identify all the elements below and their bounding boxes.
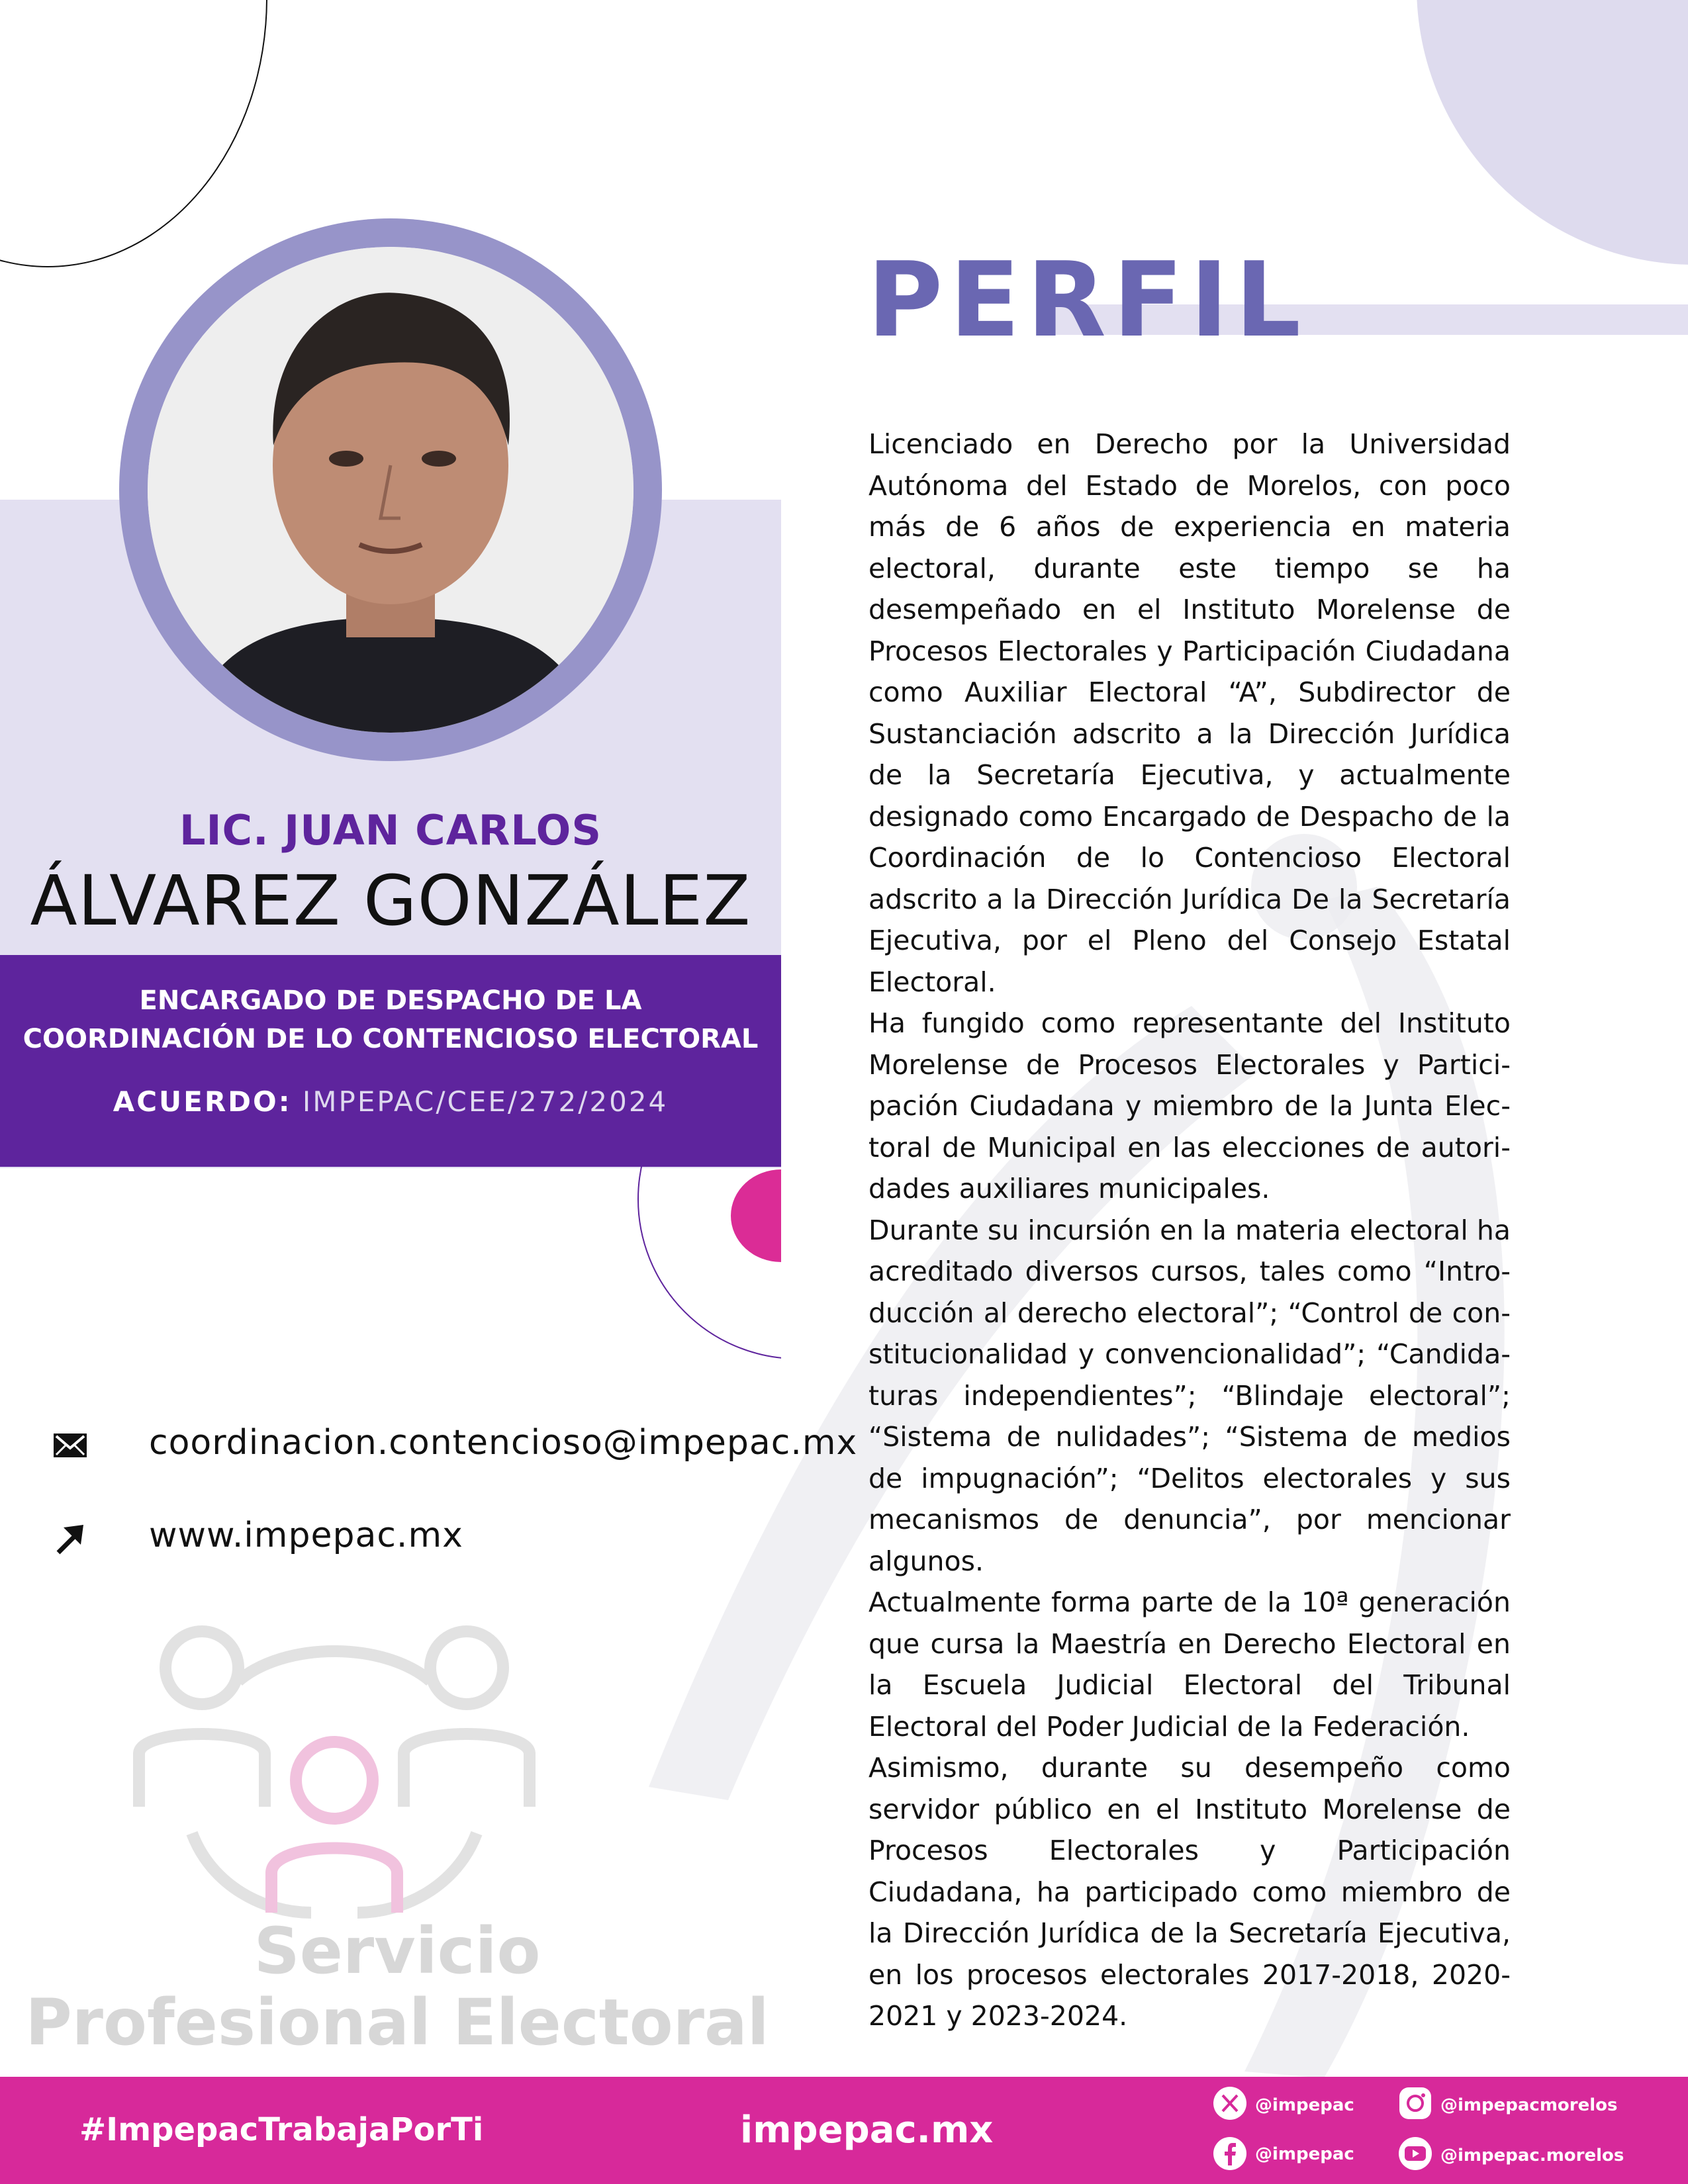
- bio-paragraph: Durante su incursión en la materia electoral ha acreditado diversos cursos, tales como “Introducción al derecho electoral”; “Control de constitucionalidad y convencionalidad”; “Candidaturas independientes”; “Blindaje electoral”; “Sistema de nulidades”; “Sistema de medios de impugnación”; “Delitos electorales y sus mecanismos de denuncia”, por mencionar algunos.: [868, 1214, 1511, 1577]
- bio-paragraph: Ha fungido como representante del Instituto Morelense de Procesos Electorales y Participación Ciudadana y miembro de la Junta Electoral de Municipal en las elecciones de autoridades auxiliares municipales.: [868, 1007, 1511, 1205]
- facebook-icon: [1213, 2136, 1247, 2171]
- facebook-handle[interactable]: @impepac: [1255, 2144, 1354, 2164]
- mail-icon: [52, 1427, 89, 1464]
- arrow-link-icon: [52, 1520, 89, 1557]
- spe-logo-line1: Servicio: [254, 1914, 541, 1988]
- contact-email[interactable]: coordinacion.contencioso@impepac.mx: [149, 1423, 858, 1463]
- bio-paragraph: Actualmente forma parte de la 10ª generación que cursa la Maestría en Derecho Electoral en la Escuela Judicial Electoral del Tribunal Electoral del Poder Judicial de la Federación.: [868, 1586, 1511, 1743]
- footer-site[interactable]: impepac.mx: [740, 2109, 994, 2152]
- person-role: [0, 981, 781, 1058]
- decorative-arc: [0, 0, 267, 267]
- agreement-value: IMPEPAC/CEE/272/2024: [302, 1085, 669, 1118]
- person-last-name: ÁLVAREZ GONZÁLEZ: [30, 860, 751, 941]
- spe-logo-icon: [113, 1608, 556, 1919]
- x-icon: [1213, 2086, 1247, 2120]
- footer-hashtag: #ImpepacTrabajaPorTi: [79, 2111, 484, 2148]
- bio-paragraph: Asimismo, durante su desempeño como servidor público en el Instituto Morelense de Procesos Electorales y Participación Ciudadana, ha participado como miembro de la Dirección Jurídica de la Secretaría Ejecutiva, en los procesos electorales 2017-2018, 2020-2021 y 2023-2024.: [868, 1752, 1511, 2032]
- role-line: ENCARGADO DE DESPACHO DE LA: [139, 985, 642, 1016]
- x-handle[interactable]: @impepac: [1255, 2095, 1354, 2115]
- youtube-icon: [1398, 2136, 1432, 2171]
- profile-photo: [148, 247, 633, 733]
- instagram-handle[interactable]: @impepacmorelos: [1440, 2095, 1618, 2115]
- bio-text: [868, 424, 1511, 2037]
- bio-paragraph: Licenciado en Derecho por la Universidad Autónoma del Estado de Morelos, con poco más de 6 años de experiencia en materia electoral, durante este tiempo se ha desempeñado en el Instituto Morelense de Procesos Electorales y Participación Ciudadana como Auxiliar Electoral “A”, Subdirector de Sustanciación adscrito a la Dirección Jurídica de la Secretaría Ejecutiva, y actualmente designado como Encargado de Despacho de la Coordinación de lo Contencioso Electoral adscrito a la Dirección Jurídica De la Secretaría Ejecutiva, por el Pleno del Consejo Estatal Electoral.: [868, 428, 1511, 998]
- page-title: PERFIL: [867, 240, 1308, 360]
- spe-logo-line2: Profesional Electoral: [25, 1985, 769, 2060]
- agreement-label: ACUERDO:: [113, 1085, 292, 1118]
- role-line: COORDINACIÓN DE LO CONTENCIOSO ELECTORAL: [23, 1024, 759, 1054]
- agreement: [0, 1085, 781, 1118]
- person-first-name: LIC. JUAN CARLOS: [179, 806, 602, 854]
- instagram-icon: [1398, 2086, 1432, 2120]
- contact-website[interactable]: www.impepac.mx: [149, 1516, 463, 1555]
- youtube-handle[interactable]: @impepac.morelos: [1440, 2146, 1624, 2165]
- decorative-circle: [1417, 0, 1688, 265]
